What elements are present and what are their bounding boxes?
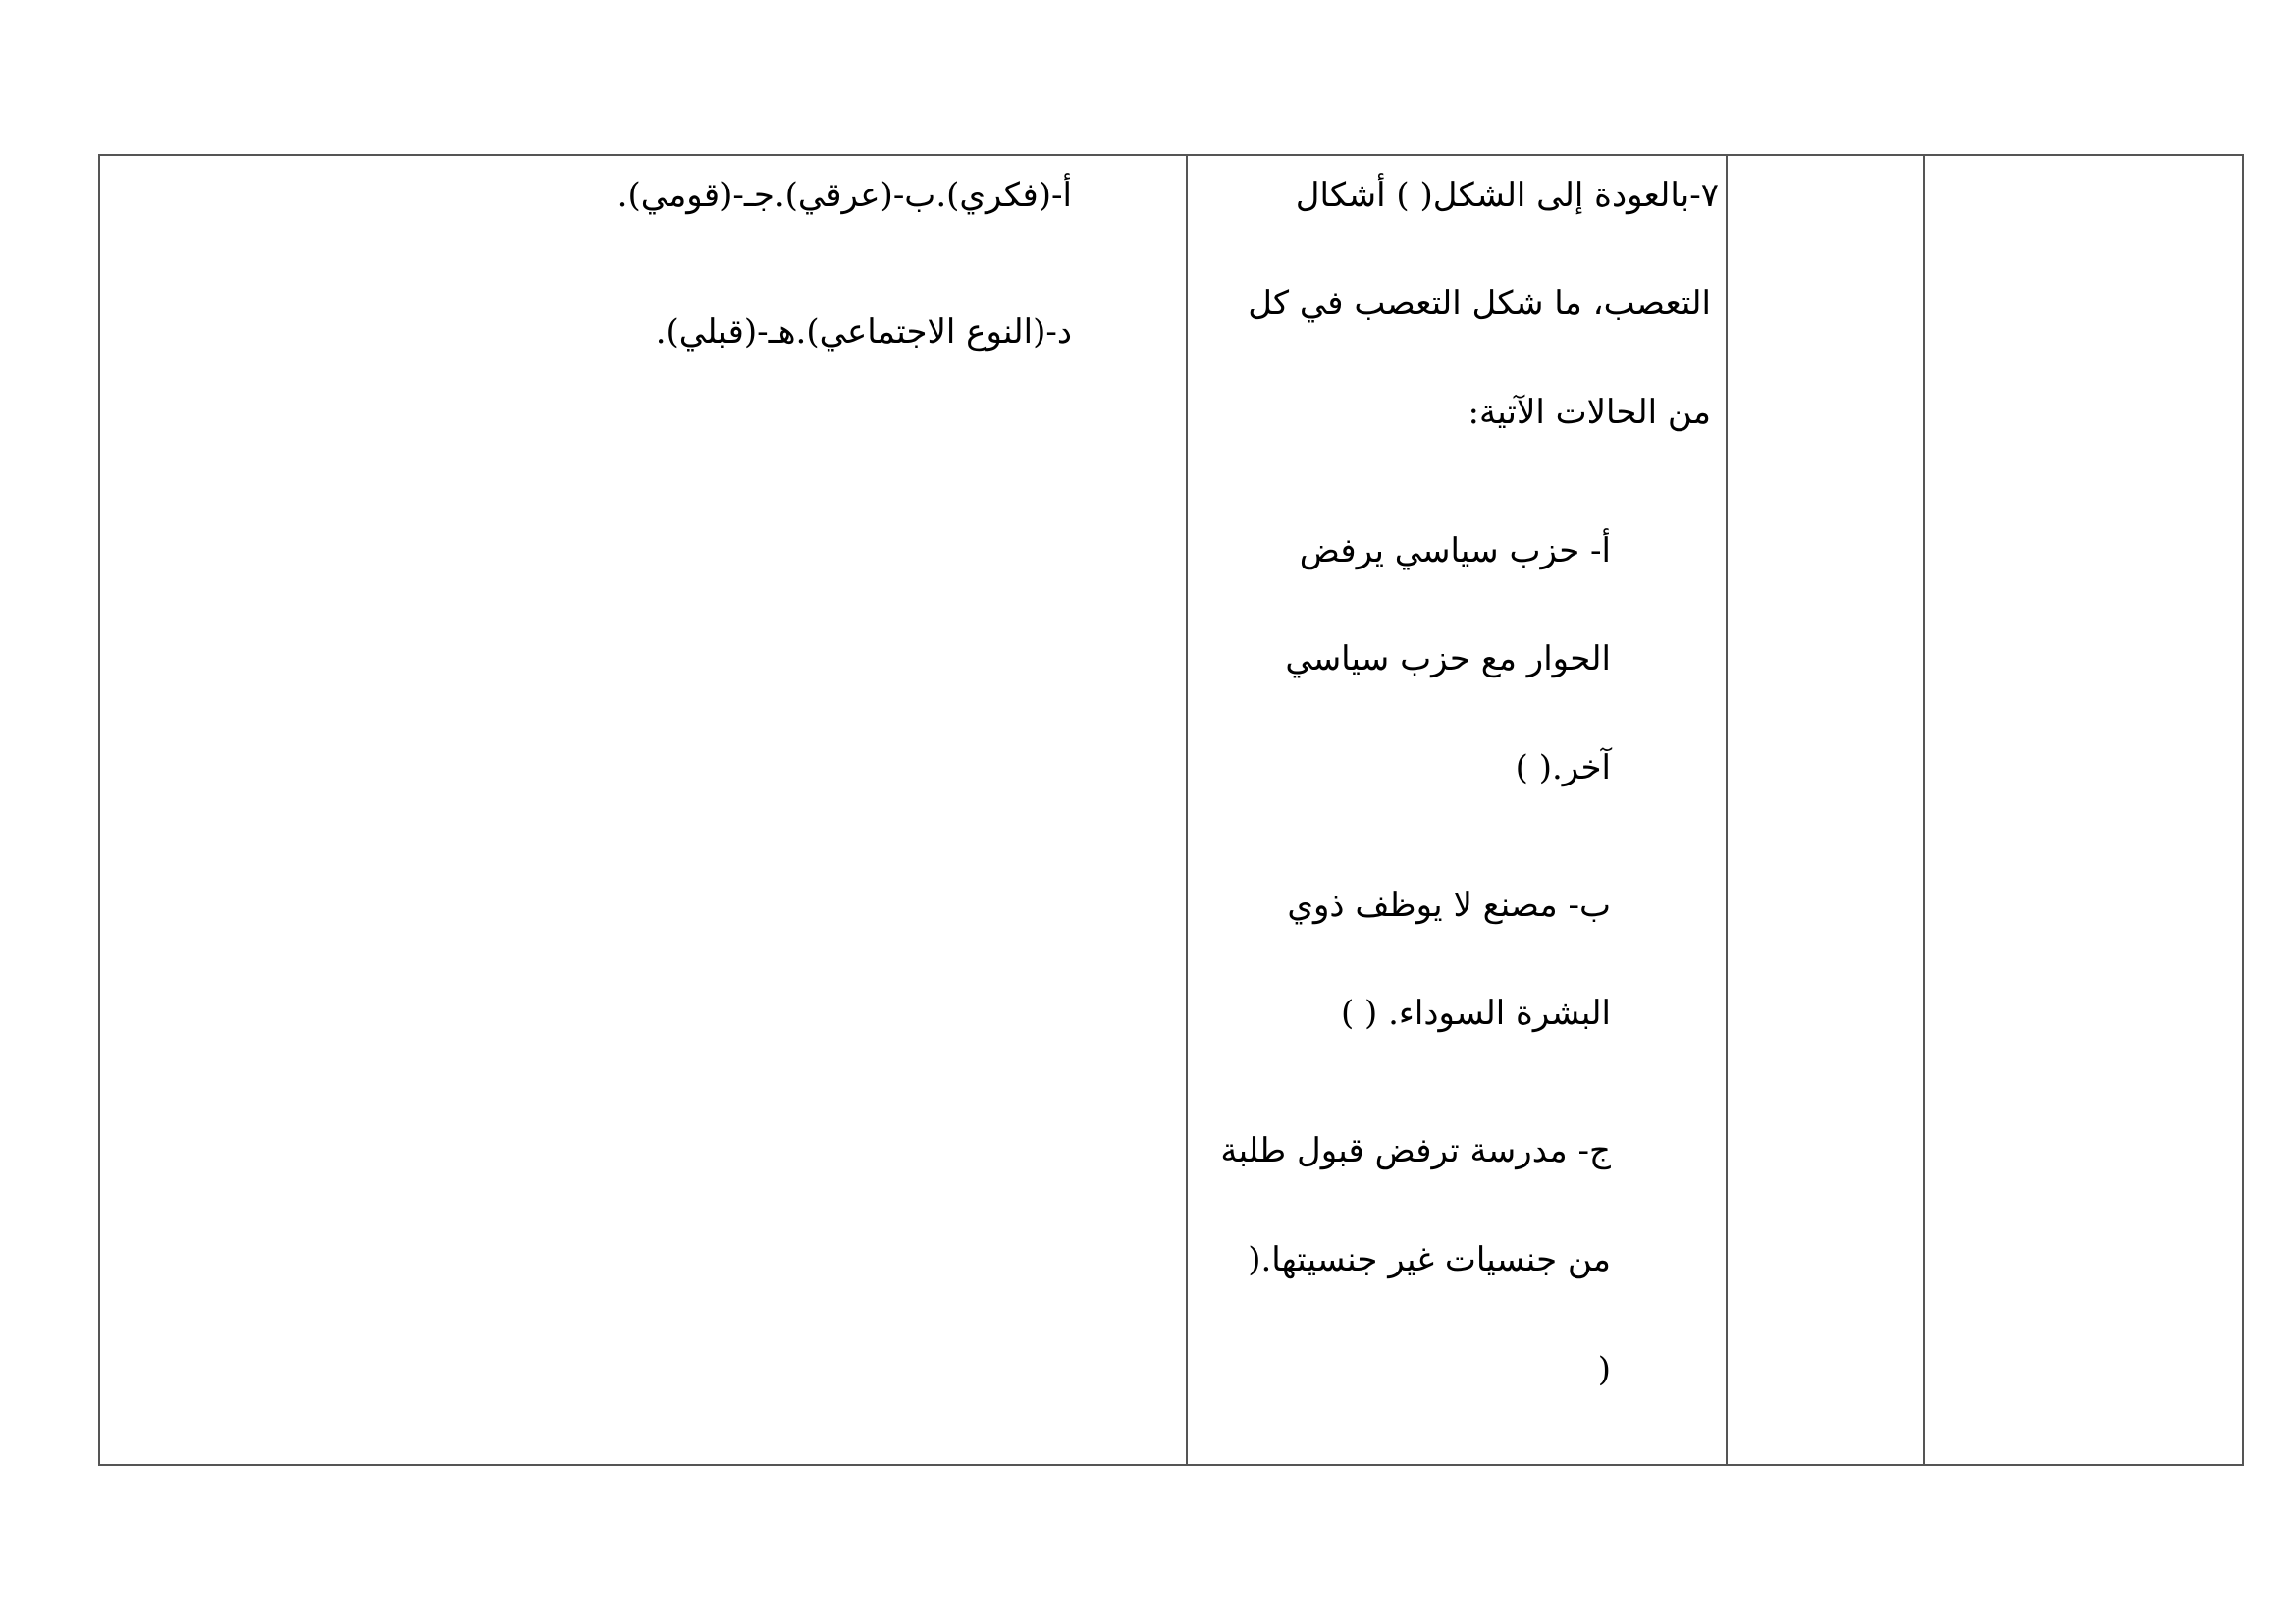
question-line-1: ٧-بالعودة إلى الشكل( ) أشكال (1295, 176, 1719, 215)
empty-cell-right (1925, 156, 2242, 1464)
case-a-line-3: آخر.( ) (1515, 748, 1611, 787)
case-c-line-3: ) (1597, 1350, 1611, 1389)
case-c-line-1: ج- مدرسة ترفض قبول طلبة (1220, 1131, 1611, 1170)
column-divider-1 (1186, 156, 1188, 1464)
case-c-line-2: من جنسيات غير جنسيتها.( (1248, 1240, 1611, 1279)
empty-cell-mark (1728, 156, 1921, 1464)
case-b-line-2: البشرة السوداء. ( ) (1340, 994, 1611, 1033)
question-table (98, 154, 2244, 1466)
case-a-line-2: الحوار مع حزب سياسي (1285, 639, 1611, 678)
case-b-line-1: ب- مصنع لا يوظف ذوي (1287, 886, 1611, 925)
answer-line-1: أ-(فكري).ب-(عرقي).جـ-(قومي). (616, 176, 1072, 215)
case-a-line-1: أ- حزب سياسي يرفض (1299, 531, 1611, 570)
question-line-3: من الحالات الآتية: (1468, 393, 1711, 432)
question-line-2: التعصب، ما شكل التعصب في كل (1248, 284, 1711, 323)
answer-line-2: د-(النوع الاجتماعي).هـ-(قبلي). (655, 312, 1072, 352)
